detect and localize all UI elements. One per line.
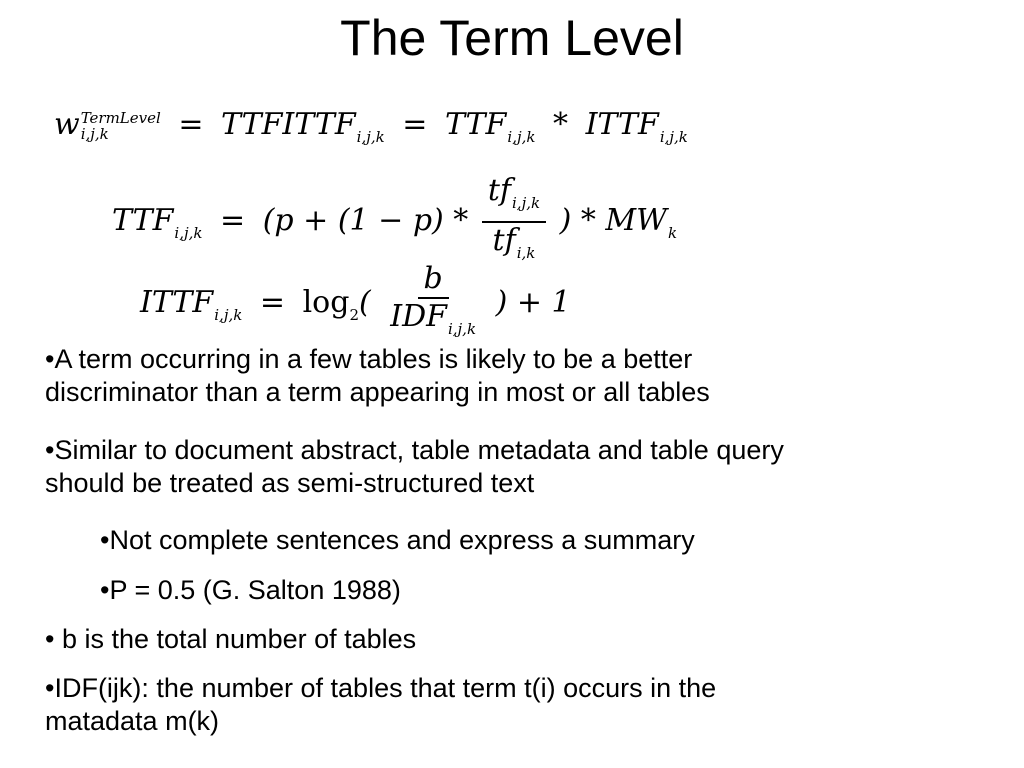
ttf-close-expression: ) * MW xyxy=(559,203,667,238)
ittf-lhs: ITTF xyxy=(140,285,214,320)
log-base: 2 xyxy=(349,306,359,324)
equation-ttf xyxy=(112,175,677,269)
bullet-item: •Similar to document abstract, table metadata and table query should be treated as semi-structured text xyxy=(45,435,784,498)
idf-denominator: $IDF_{i,j,k}$ xyxy=(390,299,477,338)
close-expression: ) + 1 xyxy=(495,285,571,320)
ittf-lhs-subscript: i,j,k xyxy=(214,306,243,324)
weight-superscript: TermLevel xyxy=(80,109,161,127)
ttf-lhs-subscript: i,j,k xyxy=(174,224,203,242)
bullet-item: •A term occurring in a few tables is likely to be a better discriminator than a term appearing in most or all tables xyxy=(45,344,710,407)
ittf-subscript: i,j,k xyxy=(659,128,688,146)
equals-sign: = xyxy=(402,107,428,142)
b-over-idf-fraction xyxy=(384,263,482,345)
equals-sign: = xyxy=(259,285,286,320)
equation-ittf xyxy=(140,263,571,345)
tf-numerator: $tf_{i,j,k}$ xyxy=(482,175,546,223)
weight-scripts xyxy=(81,110,161,142)
ttf-lhs: TTF xyxy=(112,203,174,238)
b-numerator: b xyxy=(418,263,449,299)
log-function: $\log_2$ xyxy=(302,285,359,324)
equals-sign: = xyxy=(220,203,246,238)
formula-image xyxy=(40,95,980,338)
sub-bullet-item: •Not complete sentences and express a summary xyxy=(100,525,695,555)
slide-title: The Term Level xyxy=(340,10,684,66)
equation-term-level-weight xyxy=(54,107,688,155)
tf-fraction xyxy=(482,175,546,269)
ttf-subscript: i,j,k xyxy=(507,128,536,146)
open-paren: ( xyxy=(358,285,371,320)
weight-symbol: w xyxy=(54,107,80,142)
tf-denominator: $tf_{i,k}$ xyxy=(492,223,536,262)
bullet-item: • b is the total number of tables xyxy=(45,624,417,654)
sub-bullet-item: •P = 0.5 (G. Salton 1988) xyxy=(100,575,401,605)
ttfittf-subscript: i,j,k xyxy=(356,128,385,146)
ttfittf-symbol: TTFITTF xyxy=(221,107,356,142)
weight-subscript: i,j,k xyxy=(80,125,109,143)
bullet-item: •IDF(ijk): the number of tables that term t(i) occurs in the matadata m(k) xyxy=(45,673,717,736)
ttf-symbol: TTF xyxy=(444,107,507,142)
ttf-open-expression: (p + (1 − p) * xyxy=(262,203,469,238)
mw-subscript: k xyxy=(667,224,678,242)
equals-sign: = xyxy=(178,107,204,142)
multiply-sign: * xyxy=(553,107,569,142)
ittf-symbol: ITTF xyxy=(585,107,659,142)
